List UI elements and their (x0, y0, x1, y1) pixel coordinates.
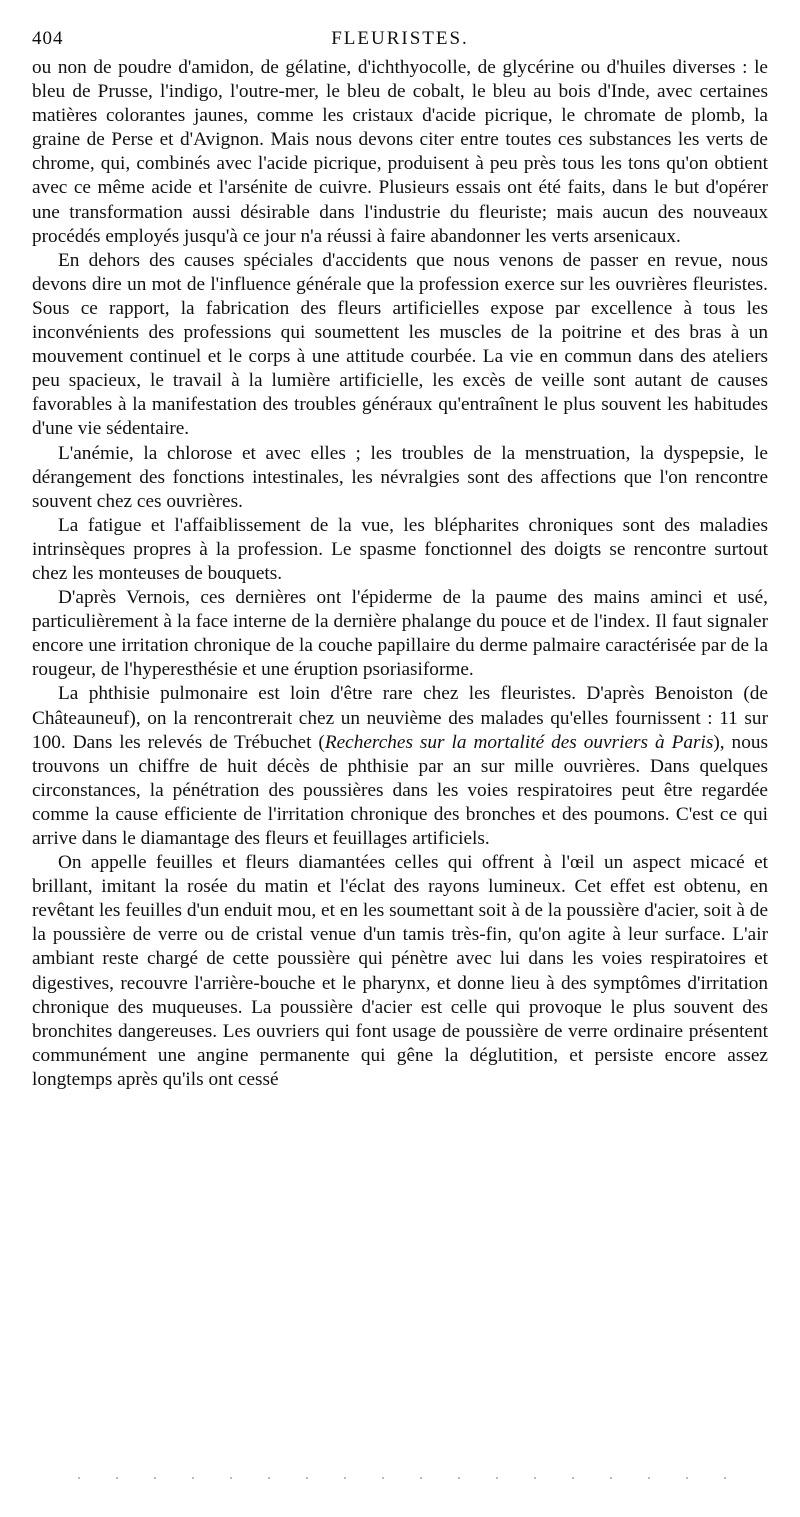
bottom-speckle-divider (60, 1476, 760, 1480)
paragraph-vernois: D'après Vernois, ces dernières ont l'épiderme de la paume des mains aminci et usé, particulièrement à la face interne de la dernière phalange du pouce et de l'index. Il faut signaler encore une irritation chronique de la couche papillaire du derme palmaire caractérisée par de la rougeur, de l'hyperesthésie et une éruption psoriasiforme. (32, 587, 768, 681)
phthisis-text-before: La phthisie pulmonaire est loin d'être rare chez les fleuristes. D'après Benoiston (de Châteauneuf), on la rencontrerait chez un neuvième des malades qu'elles fournissent : 11 sur 100. Dans les relevés de Trébuchet ( (32, 683, 768, 753)
book-page (32, 28, 768, 1092)
paragraph-fatigue-vision: La fatigue et l'affaiblissement de la vue, les blépharites chroniques sont des maladies intrinsèques propres à la profession. Le spasme fonctionnel des doigts se rencontre surtout chez les monteuses de bouquets. (32, 514, 768, 584)
body-text (32, 56, 768, 1092)
paragraph-continued-text: ou non de poudre d'amidon, de gélatine, d'ichthyocolle, de glycérine ou d'huiles diverses : le bleu de Prusse, l'indigo, l'outre-mer, le bleu de cobalt, le bleu au bois d'Inde, avec certaines matières colorantes jaunes, comme les cristaux d'acide picrique, le chromate de plomb, la graine de Perse et d'Avignon. Mais nous devons citer entre toutes ces substances les verts de chrome, qui, combinés avec l'acide picrique, produisent à peu près tous les tons qu'on obtient avec ce même acide et l'arsénite de cuivre. Plusieurs essais ont été faits, dans le but d'opérer une transformation aussi désirable dans l'industrie du fleuriste; mais aucun des nouveaux procédés employés jusqu'à ce jour n'a réussi à faire abandonner les verts arsenicaux. (32, 57, 768, 247)
cited-work-title: Recherches sur la mortalité des ouvriers à Paris (324, 731, 714, 753)
phthisis-text-after: ), nous trouvons un chiffre de huit décès de phthisie par an sur mille ouvrières. Dans quelques circonstances, la pénétration des poussières dans les voies respiratoires peut être regardée comme la cause efficiente de l'irritation chronique des bronches et des poumons. C'est ce qui arrive dans le diamantage des fleurs et feuillages artificiels. (32, 731, 768, 849)
running-head (32, 28, 768, 56)
page-number: 404 (32, 28, 64, 49)
running-title: FLEURISTES. (331, 28, 469, 49)
paragraph-general-influence: En dehors des causes spéciales d'accidents que nous venons de passer en revue, nous devons dire un mot de l'influence générale que la profession exerce sur les ouvrières fleuristes. Sous ce rapport, la fabrication des fleurs artificielles expose par excellence à tous les inconvénients des professions qui soumettent les muscles de la poitrine et des bras à un mouvement continuel et le corps à une attitude courbée. La vie en commun dans des ateliers peu spacieux, le travail à la lumière artificielle, les excès de veille sont autant de causes favorables à la manifestation des troubles généraux qu'entraînent le plus souvent les habitudes d'une vie sédentaire. (32, 249, 768, 440)
paragraph-phthisis (32, 682, 768, 851)
paragraph-diamond-leaves: On appelle feuilles et fleurs diamantées celles qui offrent à l'œil un aspect micacé et brillant, imitant la rosée du matin et l'éclat des rayons lumineux. Cet effet est obtenu, en revêtant les feuilles d'un enduit mou, et en les soumettant soit à de la poussière d'acier, soit à de la poussière de verre ou de cristal venue d'un tamis très-fin, qu'on agite à leur surface. L'air ambiant reste chargé de cette poussière qui pénètre avec lui dans les voies respiratoires et digestives, recouvre l'arrière-bouche et le pharynx, et donne lieu à des symptômes d'irritation chronique des muqueuses. La poussière d'acier est celle qui provoque le plus souvent des bronchites dangereuses. Les ouvriers qui font usage de poussière de verre ordinaire présentent communément une angine permanente qui gêne la déglutition, et persiste encore assez longtemps après qu'ils ont cessé (32, 852, 768, 1090)
paragraph-anemia: L'anémie, la chlorose et avec elles ; les troubles de la menstruation, la dyspepsie, le dérangement des fonctions intestinales, les névralgies sont des affections que l'on rencontre souvent chez ces ouvrières. (32, 442, 768, 512)
